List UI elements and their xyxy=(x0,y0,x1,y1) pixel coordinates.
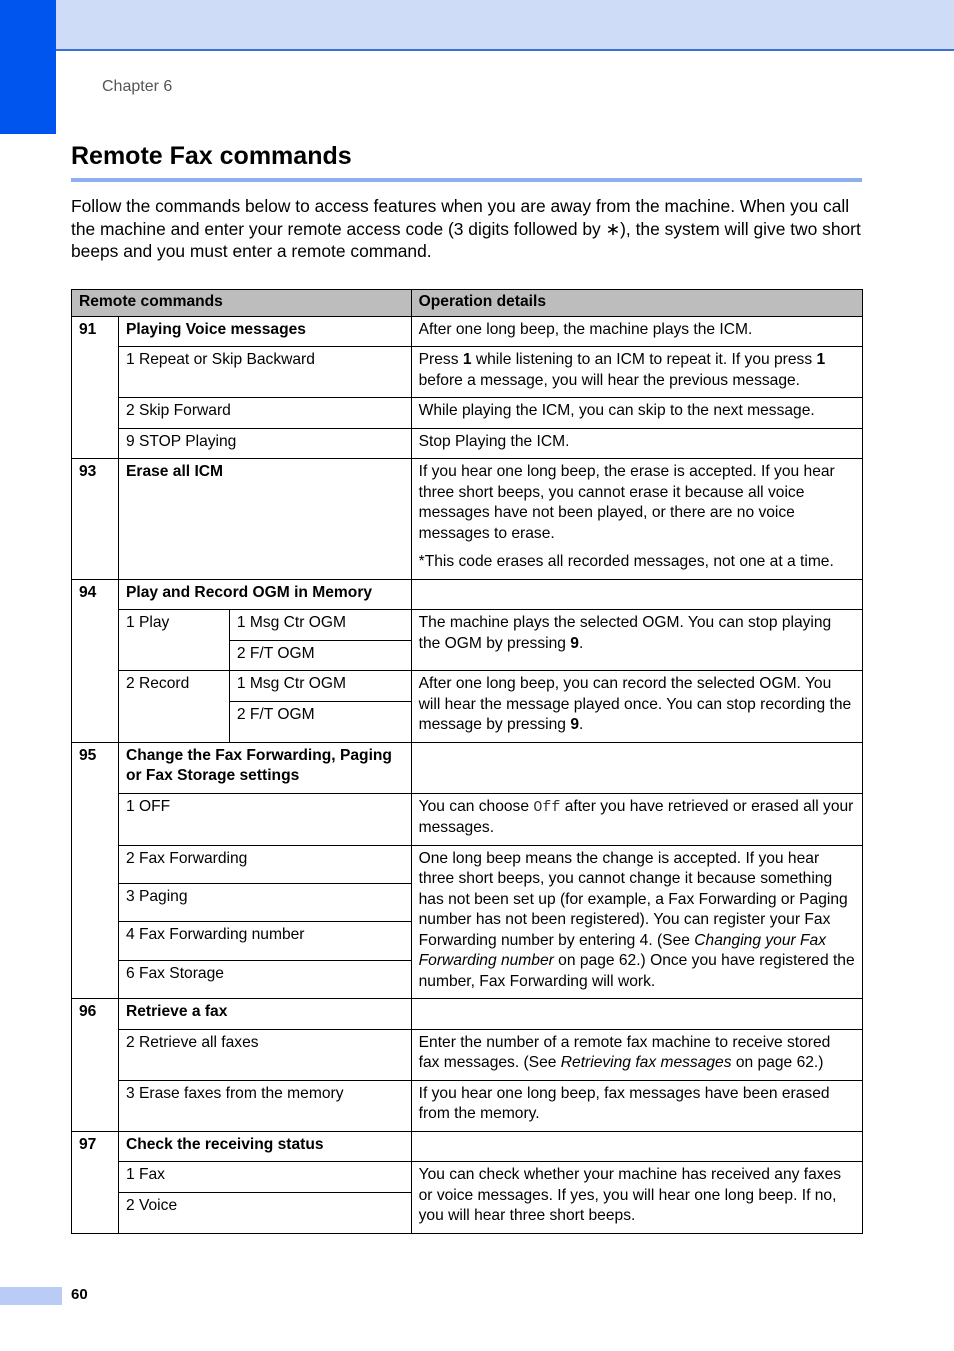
detail-text: . xyxy=(578,634,584,652)
table-row xyxy=(72,999,863,1030)
operation-detail: If you hear one long beep, fax messages have been erased from the memory. xyxy=(411,1080,862,1131)
table-row xyxy=(72,579,863,610)
table-row xyxy=(72,845,863,883)
key-label: 1 xyxy=(462,351,472,368)
sub-option: 1 Msg Ctr OGM xyxy=(229,671,411,702)
command-code-91: 91 xyxy=(72,316,119,459)
page-number-marker xyxy=(0,1287,62,1305)
table-row xyxy=(72,793,863,845)
detail-text: If you hear one long beep, the erase is accepted. If you hear three short beeps, you cannot erase it because all voice messages have not been played, or there are no voice messages to erase. xyxy=(418,463,835,542)
remote-commands-table xyxy=(71,289,863,1234)
sub-command: 2 Fax Forwarding xyxy=(118,845,411,883)
detail-text: Press xyxy=(418,351,463,368)
operation-detail xyxy=(411,793,862,845)
operation-detail xyxy=(411,459,862,580)
sub-option: 2 F/T OGM xyxy=(229,640,411,671)
setting-value: Off xyxy=(533,798,561,816)
page-number: 60 xyxy=(71,1286,88,1303)
sub-command: 2 Retrieve all faxes xyxy=(118,1029,411,1080)
sub-command: 9 STOP Playing xyxy=(118,428,411,459)
detail-note: *This code erases all recorded messages, not one at a time. xyxy=(418,553,834,570)
sub-command: 6 Fax Storage xyxy=(118,960,411,998)
detail-text: after you have retrieved or erased all your messages. xyxy=(418,797,854,836)
detail-text: . xyxy=(579,716,584,733)
header-operation-details: Operation details xyxy=(411,290,862,317)
table-header-row xyxy=(72,290,863,317)
table-row xyxy=(72,347,863,398)
operation-detail: Stop Playing the ICM. xyxy=(411,428,862,459)
sub-command: 1 OFF xyxy=(118,793,411,845)
sub-command: 1 Repeat or Skip Backward xyxy=(118,347,411,398)
command-title: Retrieve a fax xyxy=(118,999,411,1030)
header-band xyxy=(0,0,954,51)
operation-detail-empty xyxy=(411,999,862,1030)
command-code-93: 93 xyxy=(72,459,119,580)
operation-detail xyxy=(411,610,862,671)
sub-command: 4 Fax Forwarding number xyxy=(118,922,411,960)
operation-detail xyxy=(411,671,862,743)
detail-text: while listening to an ICM to repeat it. If you press xyxy=(471,351,817,368)
sub-command: 1 Play xyxy=(118,610,229,671)
command-title: Check the receiving status xyxy=(118,1131,411,1162)
command-title: Playing Voice messages xyxy=(118,316,411,347)
detail-text: before a message, you will hear the previous message. xyxy=(418,371,801,389)
sub-command: 3 Erase faxes from the memory xyxy=(118,1080,411,1131)
operation-detail-empty xyxy=(411,1131,862,1162)
chapter-tab xyxy=(0,0,56,134)
operation-detail-empty xyxy=(411,742,862,793)
detail-text: You can choose xyxy=(418,797,534,815)
cross-reference: Retrieving fax messages xyxy=(560,1054,732,1071)
table-row xyxy=(72,316,863,347)
table-row xyxy=(72,671,863,702)
table-row xyxy=(72,1162,863,1193)
cross-reference: Changing your Fax Forwarding number xyxy=(418,931,827,969)
table-row xyxy=(72,459,863,580)
detail-text: on page 62.) xyxy=(731,1054,824,1071)
sub-command: 2 Record xyxy=(118,671,229,743)
command-code-96: 96 xyxy=(72,999,119,1132)
table-row xyxy=(72,428,863,459)
operation-detail xyxy=(411,347,862,398)
page-title: Remote Fax commands xyxy=(71,142,352,170)
table-row xyxy=(72,610,863,641)
sub-command: 1 Fax xyxy=(118,1162,411,1193)
table-row xyxy=(72,398,863,429)
command-title: Erase all ICM xyxy=(118,459,411,580)
table-row xyxy=(72,1029,863,1080)
command-code-94: 94 xyxy=(72,579,119,742)
intro-paragraph: Follow the commands below to access features when you are away from the machine. When you call the machine and enter your remote access code (3 digits followed by ∗), the system will give two short beeps and you must enter a remote command. xyxy=(71,196,861,261)
sub-option: 1 Msg Ctr OGM xyxy=(229,610,411,641)
sub-command: 3 Paging xyxy=(118,883,411,921)
operation-detail: After one long beep, the machine plays the ICM. xyxy=(411,316,862,347)
command-code-95: 95 xyxy=(72,742,119,999)
table-row xyxy=(72,1080,863,1131)
sub-option: 2 F/T OGM xyxy=(229,701,411,742)
operation-detail: While playing the ICM, you can skip to the next message. xyxy=(411,398,862,429)
command-title: Change the Fax Forwarding, Paging or Fax Storage settings xyxy=(118,742,411,793)
operation-detail xyxy=(411,845,862,999)
operation-detail: You can check whether your machine has received any faxes or voice messages. If yes, you will hear one long beep. If no, you will hear three short beeps. xyxy=(411,1162,862,1234)
command-code-97: 97 xyxy=(72,1131,119,1233)
detail-text: One long beep means the change is accepted. If you hear three short beeps, you cannot change it because something has not been set up (for example, a Fax Forwarding or Paging number has not been registered). You can register your Fax Forwarding number by entering 4. (See xyxy=(418,849,848,949)
key-label: 9 xyxy=(570,716,579,733)
sub-command: 2 Voice xyxy=(118,1192,411,1233)
detail-text: on page 62.) Once you have registered the number, Fax Forwarding will work. xyxy=(418,952,855,990)
header-remote-commands: Remote commands xyxy=(72,290,412,317)
sub-command: 2 Skip Forward xyxy=(118,398,411,429)
table-row xyxy=(72,742,863,793)
operation-detail xyxy=(411,1029,862,1080)
table-row xyxy=(72,1131,863,1162)
title-underline xyxy=(71,178,862,182)
key-label: 1 xyxy=(816,351,826,368)
detail-text: After one long beep, you can record the selected OGM. You will hear the message played once. You can stop recording the message by pressing xyxy=(418,675,852,733)
command-title: Play and Record OGM in Memory xyxy=(118,579,411,610)
detail-text: Enter the number of a remote fax machine to receive stored fax messages. (See xyxy=(418,1033,831,1071)
key-label: 9 xyxy=(570,634,579,652)
chapter-label: Chapter 6 xyxy=(102,78,173,95)
detail-text: The machine plays the selected OGM. You can stop playing the OGM by pressing xyxy=(418,614,832,652)
operation-detail-empty xyxy=(411,579,862,610)
